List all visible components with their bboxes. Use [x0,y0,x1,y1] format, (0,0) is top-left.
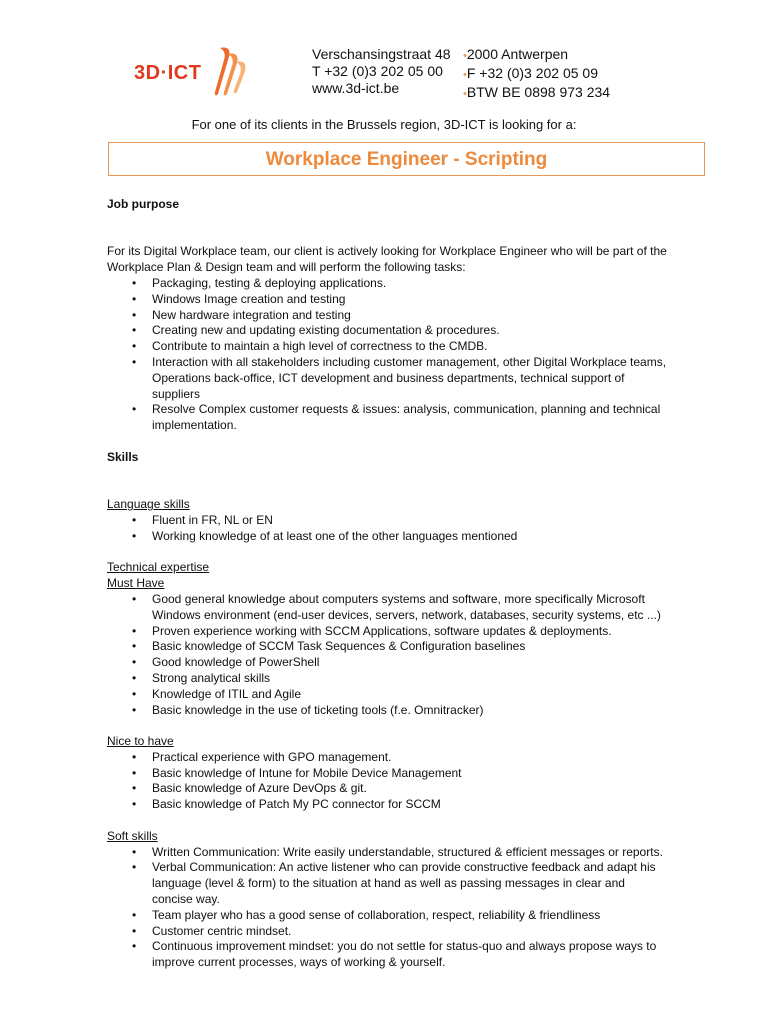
logo-text: 3D·ICT [134,62,202,84]
list-item: • Team player who has a good sense of collaboration, respect, reliability & friendliness [152,908,667,924]
street-address: Verschansingstraat 48 [312,46,451,62]
job-purpose-heading: Job purpose [107,197,180,211]
website-link[interactable]: www.3d-ict.be [312,80,400,96]
list-item: • Continuous improvement mindset: you do not settle for status-quo and always propose ways to improve current processes, ways of working & yourself. [152,939,667,971]
nice-to-have-heading: Nice to have [107,734,174,749]
skills-heading: Skills [107,449,139,464]
language-skills-heading: Language skills [107,497,190,512]
job-purpose-text: For its Digital Workplace team, our client is actively looking for Workplace Engineer who will be part of the Workplace Plan & Design team and will perform the following tasks: [107,244,667,275]
list-item: • Verbal Communication: An active listener who can provide constructive feedback and adapt his language (level & form) to the situation at hand as well as passing messages in clear and concise way. [152,860,667,907]
soft-skills-heading: Soft skills [107,828,158,843]
list-item: • Basic knowledge of Azure DevOps & git. [152,781,667,797]
job-title: Workplace Engineer - Scripting [265,149,548,170]
list-item: • New hardware integration and testing [152,308,667,324]
list-item: • Customer centric mindset. [152,924,667,940]
technical-expertise-heading: Technical expertise [107,560,210,575]
list-item: • Knowledge of ITIL and Agile [152,687,667,703]
phone-number: T +32 (0)3 202 05 00 [312,63,443,79]
list-item: • Written Communication: Write easily understandable, structured & efficient messages or reports. [152,845,667,861]
job-purpose-list [107,276,667,434]
list-item: • Contribute to maintain a high level of correctness to the CMDB. [152,339,667,355]
list-item: • Creating new and updating existing documentation & procedures. [152,323,667,339]
list-item: • Resolve Complex customer requests & issues: analysis, communication, planning and technical implementation. [152,402,667,434]
list-item: • Proven experience working with SCCM Applications, software updates & deployments. [152,624,667,640]
language-skills-list [107,513,667,545]
city: 2000 Antwerpen [466,46,569,62]
list-item: • Basic knowledge of Patch My PC connector for SCCM [152,797,667,813]
vat-number: BTW BE 0898 973 234 [466,84,611,100]
logo-swoosh-icon [210,46,252,98]
list-item: • Interaction with all stakeholders including customer management, other Digital Workplace teams, Operations back-office, ICT development and business departments, technical support of suppliers [152,355,667,402]
address-block-right [463,46,610,103]
list-item: • Strong analytical skills [152,671,667,687]
list-item: • Working knowledge of at least one of the other languages mentioned [152,529,667,545]
must-have-list [107,592,667,718]
nice-to-have-list [107,750,667,813]
bullet-icon: • [463,50,467,62]
must-have-heading: Must Have [107,576,165,591]
list-item: • Packaging, testing & deploying applications. [152,276,667,292]
list-item: • Basic knowledge in the use of ticketing tools (f.e. Omnitracker) [152,703,667,719]
fax-number: F +32 (0)3 202 05 09 [466,65,599,81]
list-item: • Good knowledge of PowerShell [152,655,667,671]
list-item: • Good general knowledge about computers systems and software, more specifically Microsoft Windows environment (end-user devices, servers, network, databases, security systems, etc ...) [152,592,667,624]
list-item: • Basic knowledge of Intune for Mobile Device Management [152,766,667,782]
job-title-box [108,142,705,176]
address-block-left [312,46,451,97]
bullet-icon: • [463,88,467,100]
bullet-icon: • [463,69,467,81]
list-item: • Windows Image creation and testing [152,292,667,308]
list-item: • Fluent in FR, NL or EN [152,513,667,529]
soft-skills-list [107,845,667,971]
company-logo [134,46,252,98]
intro-text: For one of its clients in the Brussels region, 3D-ICT is looking for a: [191,117,577,132]
job-description [107,197,667,971]
list-item: • Practical experience with GPO management. [152,750,667,766]
list-item: • Basic knowledge of SCCM Task Sequences & Configuration baselines [152,639,667,655]
